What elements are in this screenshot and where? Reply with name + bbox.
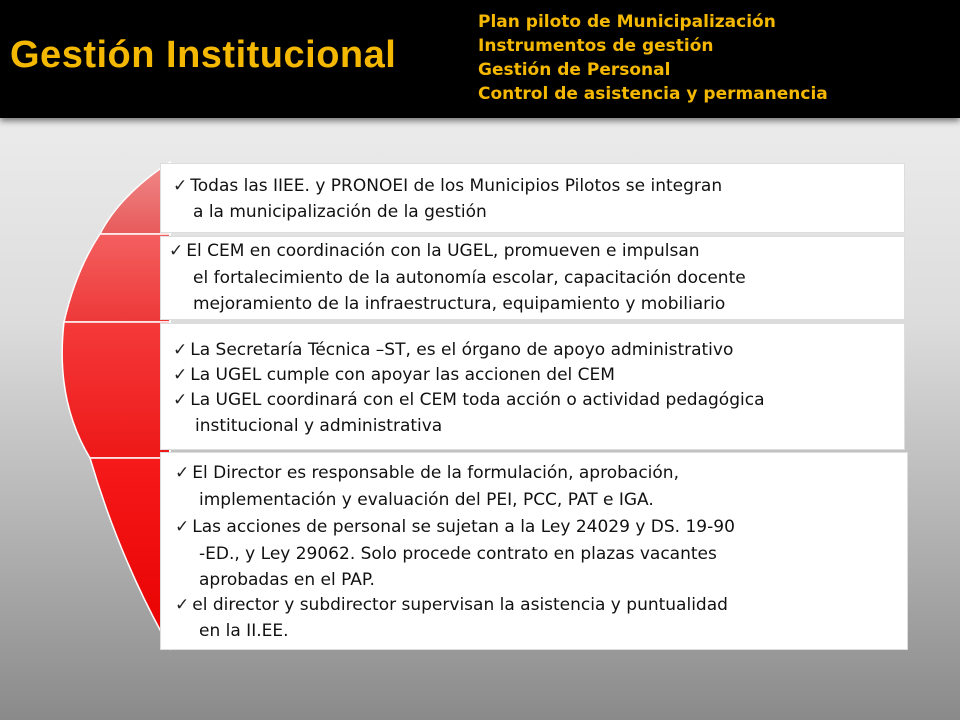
band-3-line-1: La Secretaría Técnica –ST, es el órgano de apoyo administrativo	[190, 340, 734, 360]
band-4-textbox	[160, 452, 908, 650]
topic-item: Control de asistencia y permanencia	[478, 84, 828, 104]
check-icon: ✓	[175, 517, 190, 537]
band-1-line-2: a la municipalización de la gestión	[193, 202, 487, 222]
check-icon: ✓	[175, 463, 190, 483]
band-4-line-1: El Director es responsable de la formulación, aprobación,	[192, 463, 679, 483]
band-4-line-2: implementación y evaluación del PEI, PCC, PAT e IGA.	[199, 490, 654, 510]
band-4-line-6: el director y subdirector supervisan la asistencia y puntualidad	[192, 595, 728, 615]
band-2-textbox	[160, 236, 905, 320]
band-2-line-3: mejoramiento de la infraestructura, equipamiento y mobiliario	[193, 294, 726, 314]
band-2-line-1: El CEM en coordinación con la UGEL, promueven e impulsan	[186, 241, 700, 261]
band-4-line-3: Las acciones de personal se sujetan a la Ley 24029 y DS. 19-90	[192, 517, 735, 537]
band-2-shape	[64, 234, 170, 322]
check-icon: ✓	[175, 595, 190, 615]
topic-item: Gestión de Personal	[478, 60, 671, 80]
band-3-shape	[62, 322, 170, 458]
topic-item: Instrumentos de gestión	[478, 36, 714, 56]
topic-item: Plan piloto de Municipalización	[478, 12, 776, 32]
check-icon: ✓	[173, 365, 188, 385]
band-1-line-1: Todas las IIEE. y PRONOEI de los Municipios Pilotos se integran	[190, 176, 723, 196]
band-3-line-2: La UGEL cumple con apoyar las accionen del CEM	[190, 365, 615, 385]
band-1-textbox	[160, 163, 905, 233]
page-title: Gestión Institucional	[10, 34, 397, 76]
band-4-line-5: aprobadas en el PAP.	[199, 570, 375, 590]
band-3-textbox	[160, 323, 905, 450]
check-icon: ✓	[173, 390, 188, 410]
band-4-shape	[90, 458, 170, 648]
band-3-line-4: institucional y administrativa	[195, 416, 443, 436]
band-4-line-4: -ED., y Ley 29062. Solo procede contrato en plazas vacantes	[199, 544, 717, 564]
check-icon: ✓	[173, 340, 188, 360]
band-4-line-7: en la II.EE.	[199, 621, 289, 641]
check-icon: ✓	[173, 176, 188, 196]
band-2-line-2: el fortalecimiento de la autonomía escolar, capacitación docente	[193, 268, 746, 288]
check-icon: ✓	[169, 241, 184, 261]
band-3-line-3: La UGEL coordinará con el CEM toda acción o actividad pedagógica	[190, 390, 765, 410]
